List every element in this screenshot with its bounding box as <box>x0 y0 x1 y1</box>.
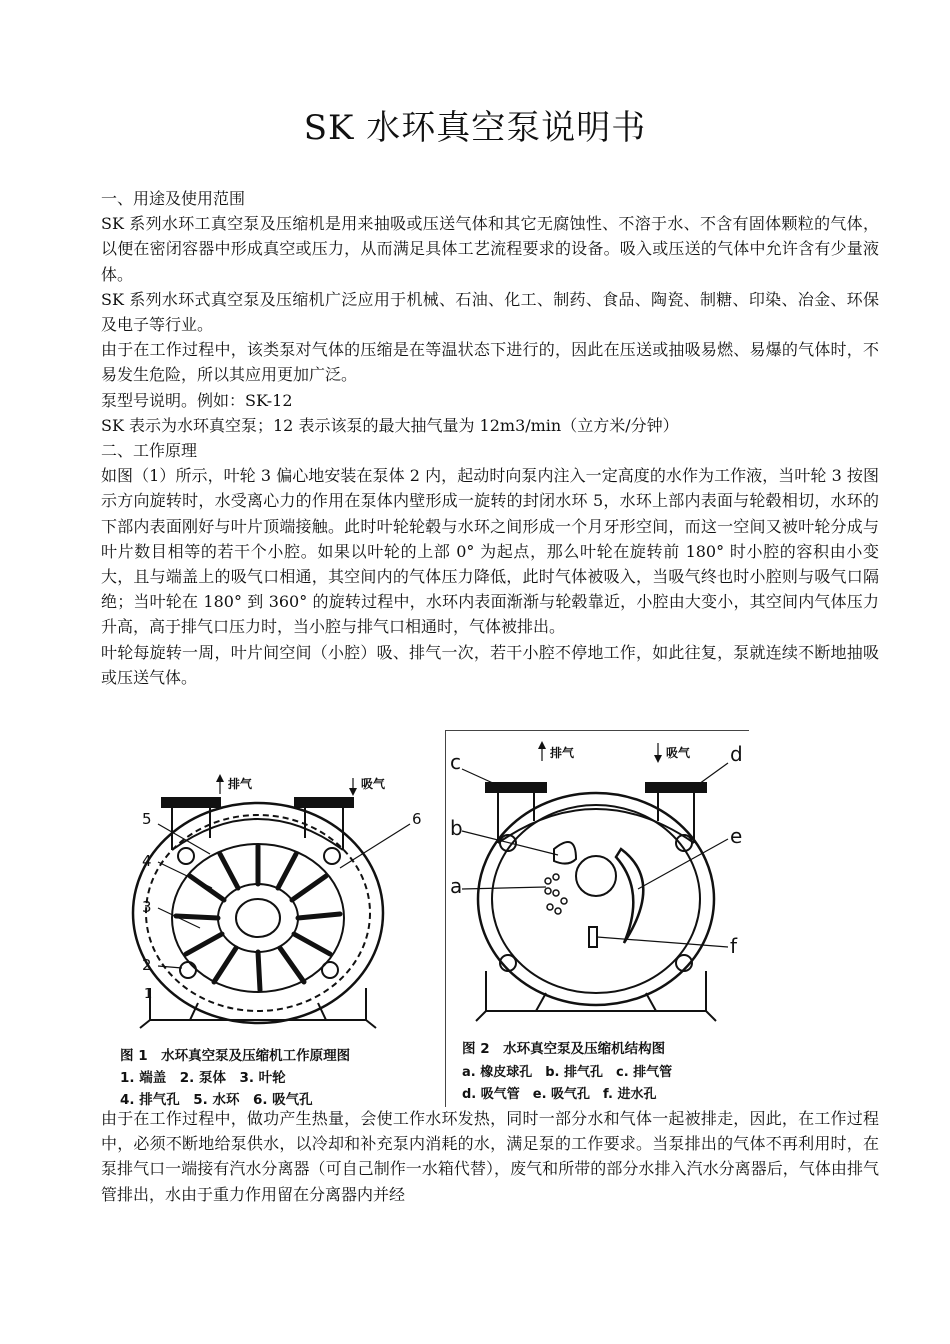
fig1-intake-label: 吸气 <box>361 777 386 791</box>
paragraph: 如图（1）所示，叶轮 3 偏心地安装在泵体 2 内，起动时向泵内注入一定高度的水作为工作液，当叶轮 3 按图示方向旋转时，水受离心力的作用在泵体内壁形成一旋转的封闭水环 5，水环上部内表面与轮毂相切，水环的下部内表面刚好与叶片顶端接触。此时叶轮轮毂与水环之间形成一个月牙形空间，而这一空间又被叶轮分成与叶片数目相等的若干个小腔。如果以叶轮的上部 0° 为起点，那么叶轮在旋转前 180° 时小腔的容积由小变大，且与端盖上的吸气口相通，其空间内的气体压力降低，此时气体被吸入，当吸气终也时小腔则与吸气口隔绝；当叶轮在 180° 到 360° 的旋转过程中，水环内表面渐渐与轮毂靠近，小腔由大变小，其空间内气体压力升高，高于排气口压力时，当小腔与排气口相通时，气体被排出。 <box>101 466 879 637</box>
body-text-top <box>101 186 879 690</box>
pump-principle-diagram <box>100 758 440 1038</box>
section-heading-principle: 二、工作原理 <box>101 441 198 461</box>
fig1-callout-3: 3 <box>142 898 152 916</box>
fig2-callout-c: c <box>450 750 461 774</box>
fig2-callout-b: b <box>450 816 463 840</box>
paragraph: 叶轮每旋转一周，叶片间空间（小腔）吸、排气一次，若干小腔不停地工作，如此往复，泵就连续不断地抽吸或压送气体。 <box>101 642 879 687</box>
fig2-intake-label: 吸气 <box>666 746 691 760</box>
paragraph: 由于在工作过程中，该类泵对气体的压缩是在等温状态下进行的，因此在压送或抽吸易燃、易爆的气体时，不易发生危险，所以其应用更加广泛。 <box>101 340 879 385</box>
fig1-legend-row-1: 1. 端盖 2. 泵体 3. 叶轮 <box>120 1070 286 1086</box>
pump-structure-diagram <box>446 731 749 1031</box>
figure-1 <box>100 758 440 1108</box>
fig2-legend-row-1: a. 橡皮球孔 b. 排气孔 c. 排气管 <box>462 1065 673 1080</box>
figure-2 <box>445 730 749 1107</box>
fig1-exhaust-label: 排气 <box>228 777 253 791</box>
fig2-callout-d: d <box>730 742 743 766</box>
fig2-legend-row-2: d. 吸气管 e. 吸气孔 f. 进水孔 <box>462 1087 657 1102</box>
fig2-exhaust-label: 排气 <box>550 746 575 760</box>
section-heading-usage: 一、用途及使用范围 <box>101 189 246 208</box>
paragraph: SK 系列水环式真空泵及压缩机广泛应用于机械、石油、化工、制药、食品、陶瓷、制糖、印染、冶金、环保及电子等行业。 <box>101 289 879 335</box>
paragraph: SK 系列水环工真空泵及压缩机是用来抽吸或压送气体和其它无腐蚀性、不溶于水、不含有固体颗粒的气体，以便在密闭容器中形成真空或压力，从而满足具体工艺流程要求的设备。吸入或压送的气体中允许含有少量液体。 <box>101 214 879 284</box>
fig2-caption: 图 2 水环真空泵及压缩机结构图 <box>462 1041 666 1057</box>
fig1-callout-4: 4 <box>142 852 152 870</box>
fig1-callout-2: 2 <box>142 956 152 974</box>
body-text-bottom <box>101 1106 879 1207</box>
fig1-callout-5: 5 <box>142 810 152 828</box>
paragraph: SK 表示为水环真空泵；12 表示该泵的最大抽气量为 12m3/min（立方米/分钟） <box>101 415 679 435</box>
fig1-caption: 图 1 水环真空泵及压缩机工作原理图 <box>120 1048 351 1064</box>
fig2-callout-a: a <box>450 874 463 898</box>
fig2-callout-f: f <box>730 934 738 958</box>
page-title: SK 水环真空泵说明书 <box>303 108 647 148</box>
fig1-legend-row-2: 4. 排气孔 5. 水环 6. 吸气孔 <box>120 1092 313 1108</box>
paragraph: 由于在工作过程中，做功产生热量，会使工作水环发热，同时一部分水和气体一起被排走，因此，在工作过程中，必须不断地给泵供水，以冷却和补充泵内消耗的水，满足泵的工作要求。当泵排出的气体不再利用时，在泵排气口一端接有汽水分离器（可自己制作一水箱代替），废气和所带的部分水排入汽水分离器后，气体由排气管排出，水由于重力作用留在分离器内并经 <box>101 1109 879 1204</box>
fig1-callout-1: 1 <box>144 987 153 1002</box>
paragraph: 泵型号说明。例如：SK-12 <box>101 390 293 410</box>
fig1-callout-6: 6 <box>412 810 422 828</box>
fig2-callout-e: e <box>730 824 743 848</box>
